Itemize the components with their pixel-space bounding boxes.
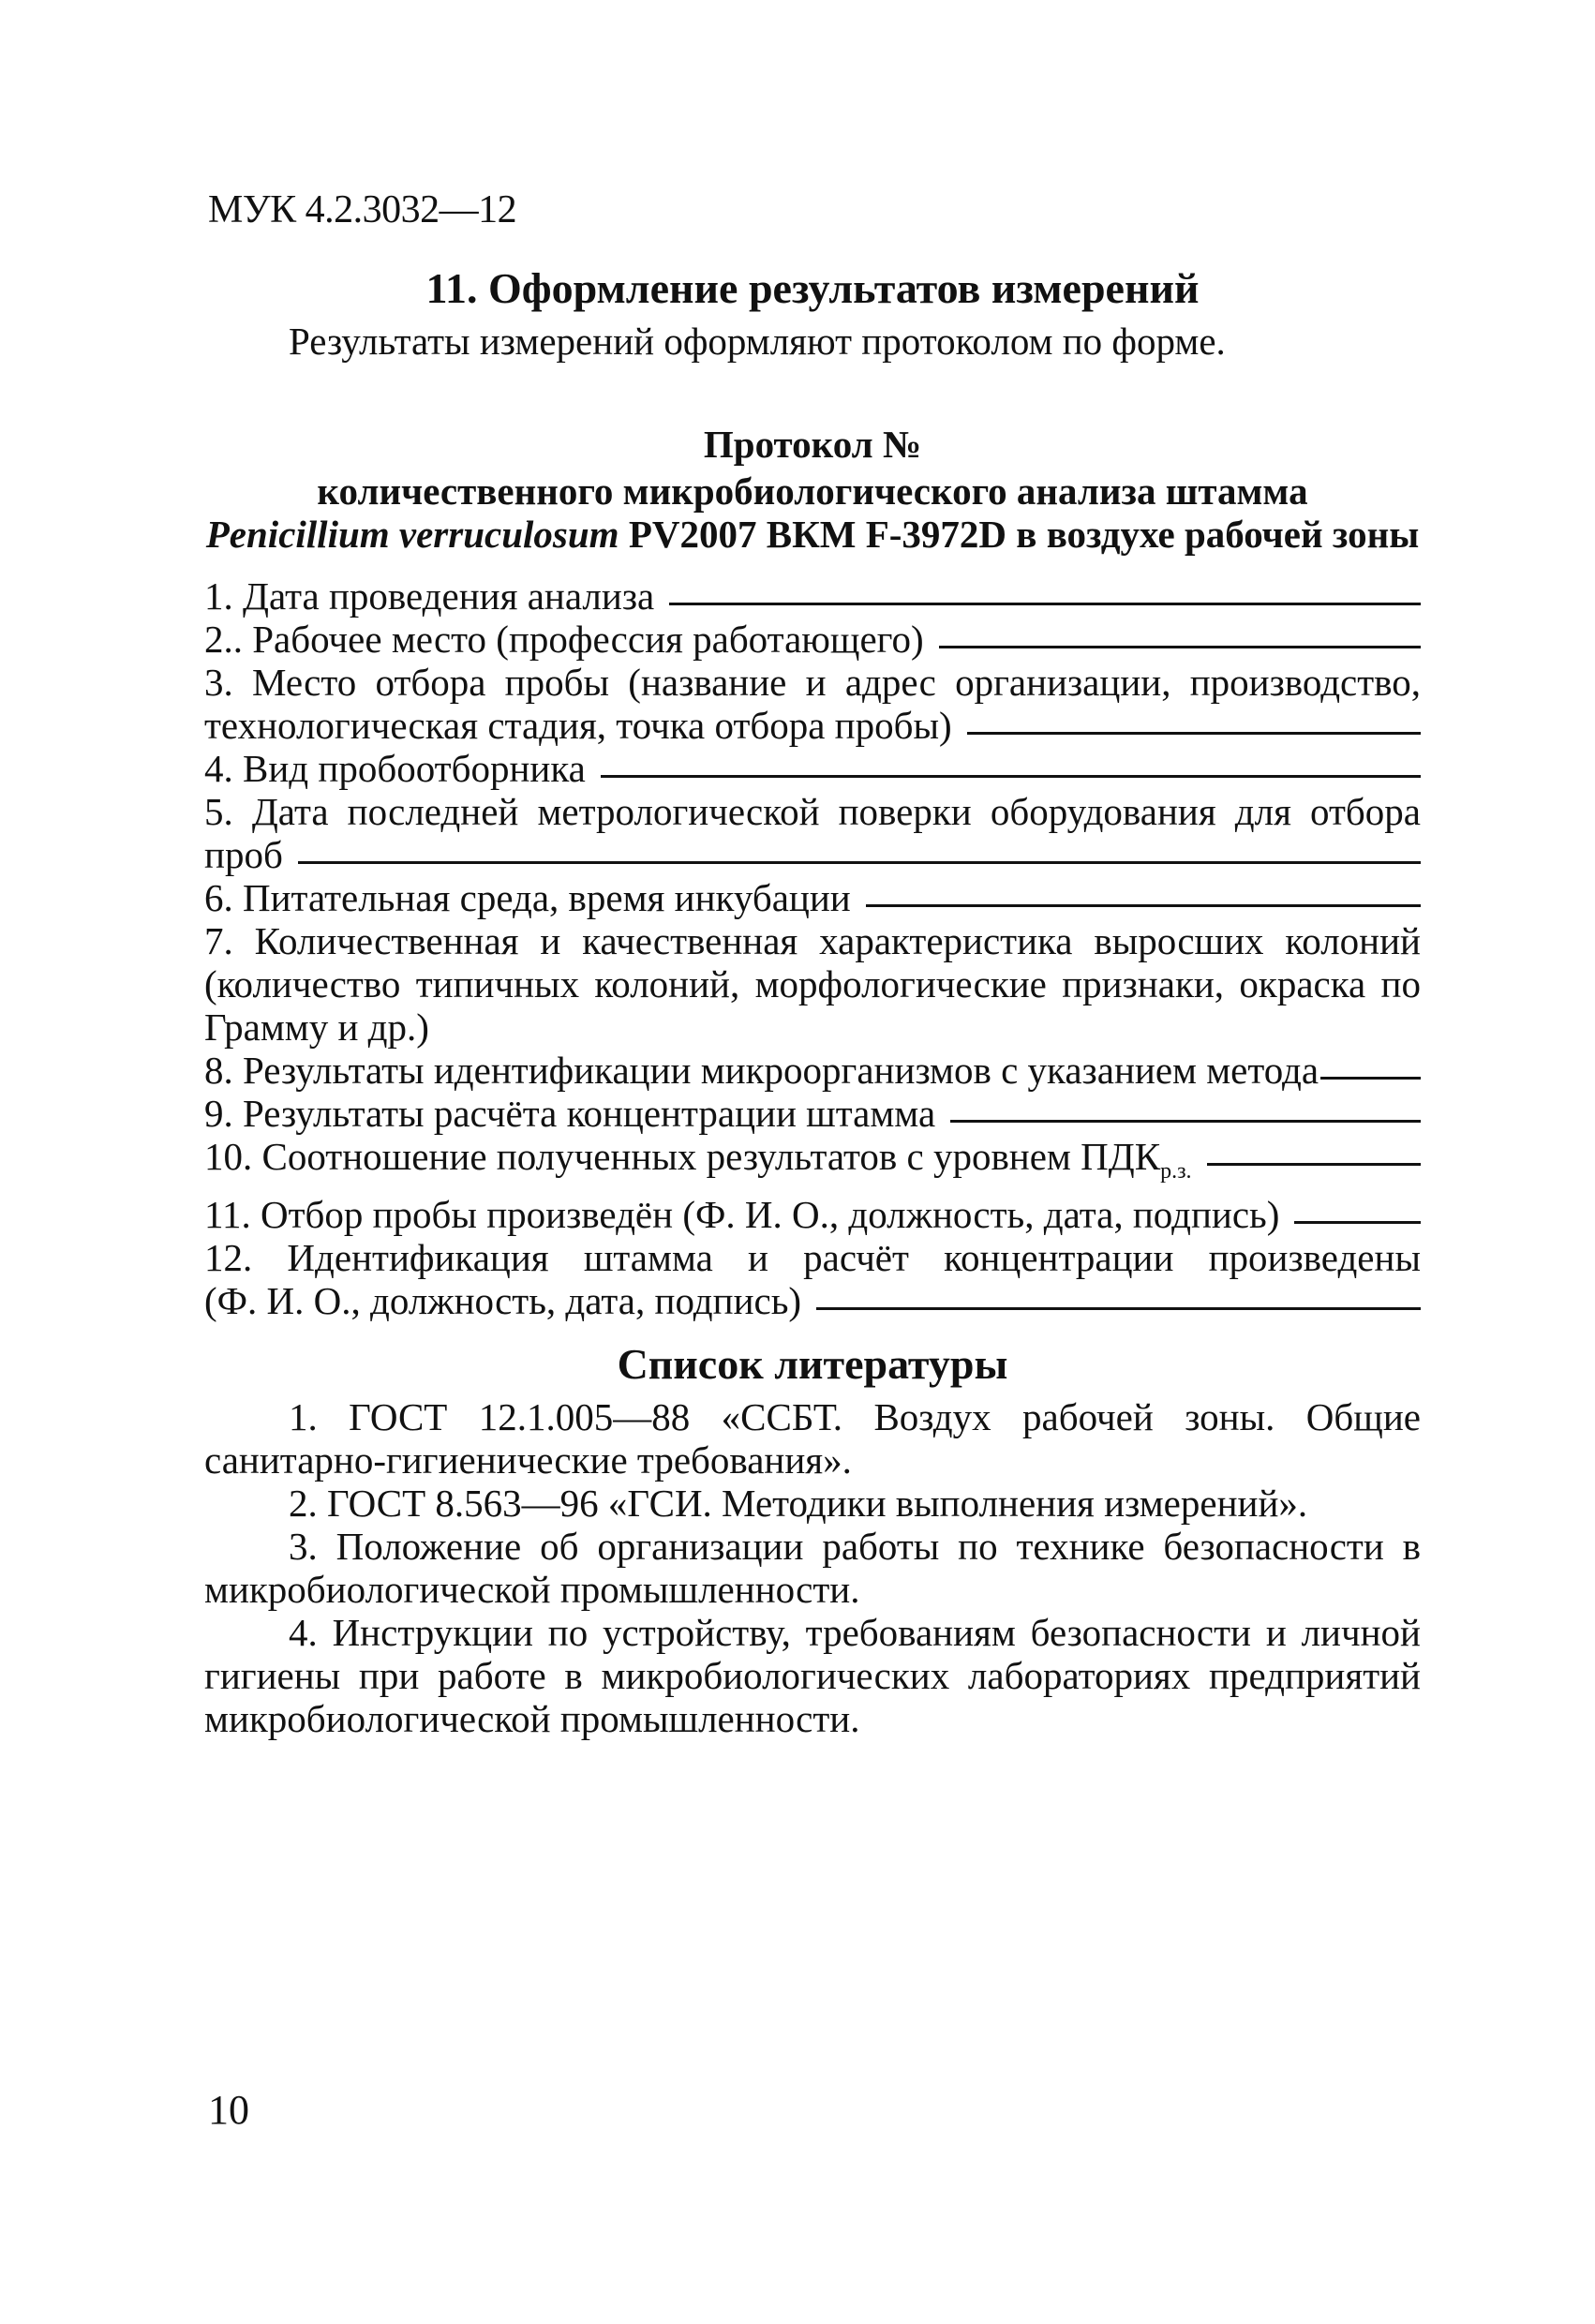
literature-title: Список литературы — [617, 1340, 1008, 1389]
strain-name: PV2007 ВКМ F-3972D в воздухе рабочей зоны — [619, 513, 1420, 556]
item-4 — [204, 747, 1421, 790]
item-6 — [204, 876, 1421, 919]
item-9-blank[interactable] — [950, 1120, 1421, 1123]
item-12-blank[interactable] — [816, 1307, 1421, 1310]
item-12-label: (Ф. И. О., должность, дата, подпись) — [204, 1279, 802, 1323]
item-7-line-2: (количество типичных колоний, морфологические признаки, окраска по — [204, 962, 1421, 1006]
item-9 — [204, 1092, 1421, 1135]
species-name: Penicillium verruculosum — [205, 513, 619, 556]
item-10-label — [204, 1135, 1192, 1193]
item-7-line-1: 7. Количественная и качественная характеристика выросших колоний — [204, 919, 1421, 962]
protocol-strain-line — [204, 513, 1421, 556]
item-4-label: 4. Вид пробоотборника — [204, 747, 586, 790]
literature-item-1: 1. ГОСТ 12.1.005—88 «ССБТ. Воздух рабочей зоны. Общие санитарно-гигиенические требования». — [204, 1395, 1421, 1482]
item-2-blank[interactable] — [939, 646, 1421, 648]
page-number: 10 — [208, 2087, 249, 2133]
item-6-blank[interactable] — [866, 904, 1421, 907]
item-7-line-3: Грамму и др.) — [204, 1006, 429, 1049]
item-3-line-1: 3. Место отбора пробы (название и адрес организации, производство, — [204, 661, 1421, 704]
item-8-blank[interactable] — [1320, 1077, 1421, 1080]
item-2 — [204, 618, 1421, 661]
item-8-label: 8. Результаты идентификации микроорганизмов с указанием метода — [204, 1049, 1319, 1092]
item-4-blank[interactable] — [601, 775, 1421, 778]
item-1-label: 1. Дата проведения анализа — [204, 574, 655, 618]
item-1-blank[interactable] — [669, 603, 1421, 605]
protocol-items — [204, 574, 1421, 1322]
item-5-line-1: 5. Дата последней метрологической поверки оборудования для отбора — [204, 790, 1421, 833]
item-8 — [204, 1049, 1421, 1092]
literature-item-2: 2. ГОСТ 8.563—96 «ГСИ. Методики выполнения измерений». — [289, 1482, 1308, 1526]
intro-text: Результаты измерений оформляют протоколом по форме. — [289, 320, 1226, 363]
protocol-title: Протокол № — [703, 423, 922, 466]
item-3-blank[interactable] — [967, 732, 1421, 735]
page-content — [204, 264, 1421, 1741]
item-6-label: 6. Питательная среда, время инкубации — [204, 876, 851, 919]
item-11 — [204, 1193, 1421, 1236]
item-10-blank[interactable] — [1207, 1163, 1421, 1166]
item-3 — [204, 704, 1421, 747]
item-5-blank[interactable] — [298, 861, 1421, 864]
item-1 — [204, 574, 1421, 618]
item-10-subscript: р.з. — [1160, 1159, 1192, 1184]
item-11-label: 11. Отбор пробы произведён (Ф. И. О., должность, дата, подпись) — [204, 1193, 1280, 1237]
item-12 — [204, 1279, 1421, 1322]
document-code: МУК 4.2.3032—12 — [208, 188, 517, 231]
item-9-label: 9. Результаты расчёта концентрации штамма — [204, 1092, 936, 1135]
item-5-label: проб — [204, 833, 283, 876]
item-5 — [204, 833, 1421, 876]
item-10-text: 10. Соотношение полученных результатов с уровнем ПДК — [204, 1135, 1161, 1178]
item-10 — [204, 1135, 1421, 1193]
literature-item-4: 4. Инструкции по устройству, требованиям безопасности и личной гигиены при работе в микробиологических лабораториях предприятий микробиологической промышленности. — [204, 1611, 1421, 1741]
protocol-subtitle: количественного микробиологического анализа штамма — [317, 469, 1308, 513]
section-title: 11. Оформление результатов измерений — [425, 264, 1200, 312]
item-3-label: технологическая стадия, точка отбора пробы) — [204, 704, 952, 747]
literature-item-3: 3. Положение об организации работы по технике безопасности в микробиологической промышленности. — [204, 1525, 1421, 1612]
item-12-line-1: 12. Идентификация штамма и расчёт концентрации произведены — [204, 1236, 1421, 1280]
item-11-blank[interactable] — [1294, 1221, 1421, 1224]
literature-list — [204, 1395, 1421, 1740]
item-2-label: 2.. Рабочее место (профессия работающего) — [204, 618, 924, 661]
